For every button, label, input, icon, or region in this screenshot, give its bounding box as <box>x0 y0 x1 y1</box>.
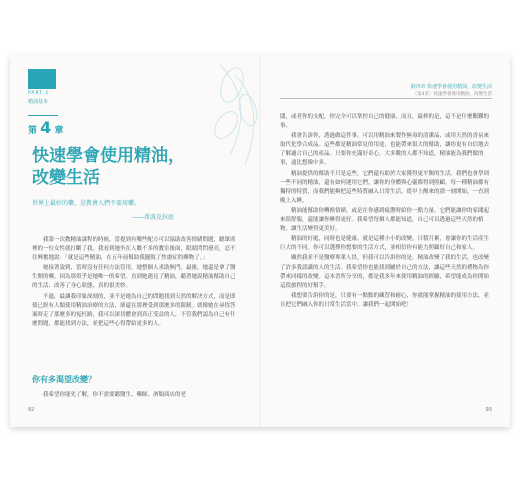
chapter-prefix: 第 <box>28 126 38 136</box>
page-number-right: 93 <box>485 407 492 413</box>
part-color-block <box>28 69 56 89</box>
right-body <box>280 113 492 311</box>
part-label: PART 1 <box>28 91 50 96</box>
body-paragraph: 她接著說到，當時沒有任何方法管用，她整個人求助無門。最後，她還是拿了醫生開的藥，因為那似乎是她唯一的希望。直到她遇見了精油，聽著她說精油幫助自己的生活、改善了身心狀態，真的很美妙。 <box>32 265 236 290</box>
body-paragraph: 我想要告訴你的是，只要有一點點的練習和耐心，你就能掌握精油的使用方法，並且把它們融入你的日常生活當中。讓我們一起開始吧！ <box>280 292 490 308</box>
body-paragraph: 精油提供的幫助不只是這些，它們還有助於大家獲得更平衡的生活。我們也會學到一些不同的精油，還有如何運用它們，讓你的身體與心靈都得到照顧。每一種精油都有獨特的特質，而我們能夠把這些特質融入日常生活，從早上醒來的那一刻開始，一直到晚上入睡。 <box>280 170 490 204</box>
body-paragraph: 我第一次教精油課程的時候，當提到有哪些配方可以協助改善情緒問題，聽眾席裡的一位女性就打斷了我。我看到她坐在人數不多的教室後面，眼睛閃閃發亮，忍不住興奮地說：「就是這些精油，在五年前幫助我擺脫了焦慮症的藥物了。」 <box>32 237 236 262</box>
body-paragraph: 精油能幫助你轉換情緒，或是在你感到疲憊時給你一點力量。它們能讓你的家聞起來很舒服，還能讓你睡得更好。我希望每個人都能知道，自己可以透過這些天然的植物，讓生活變得更美好。 <box>280 207 490 233</box>
running-head-sub: 〔第4章〕快速學會使用精油，改變生活 <box>412 92 492 97</box>
body-paragraph: 闆，或者你的支配，你完全可以掌控自己的健康，而且，最棒的是，這不是什麼艱難的事。 <box>280 114 490 130</box>
body-paragraph: 我會告訴你，透過做這件事，可以用精油來製作無毒的清潔品、或用天然的香氛來取代化學合成品。這些都是精油常見的用途，也能帶來很大的幫助，讓你更有自信地去了解適合自己的產品。只要你充滿好奇心，大多數的人都不知道，精油能為我們做的事，遠比想像中多。 <box>280 133 490 167</box>
chapter-title-line2: 改變生活 <box>32 168 100 188</box>
chapter-title-line1: 快速學會使用精油， <box>32 146 185 166</box>
body-paragraph: 雖然我並不是醫療專業人員，但我可以告訴你的是，精油改變了我的生活，也改變了許多我認識的人的生活。我希望你也能找到屬於自己的方法，讓這些天然的禮物為你帶來同樣的改變。這本書所分享的，都是我多年來使用精油的經驗，希望能成為你開始這段旅程的好幫手。 <box>280 255 490 289</box>
left-body-2 <box>32 391 237 401</box>
chapter-title <box>32 145 232 189</box>
epigraph: 世界上最好的藥，是教會人們不需用藥。 <box>32 200 141 207</box>
epigraph-attribution: ——希波克拉底 <box>132 214 175 221</box>
chapter-label <box>28 118 63 137</box>
page-number-left: 92 <box>28 407 35 413</box>
chapter-number: 4 <box>40 118 52 137</box>
book-spread <box>10 55 510 427</box>
chapter-rule <box>28 115 58 116</box>
section-heading: 你有多渴望改變？ <box>32 375 96 384</box>
running-head-rule <box>280 98 492 99</box>
part-subtitle: 精油基本 <box>28 99 49 105</box>
right-page <box>260 55 510 427</box>
body-paragraph: 不過，最讓我印象深刻的，並不是她為自己的問題找到天然的解決方式，而是即使已經有人類使用精油治療的方法，卻還在那裡受到那麼多的限制。就像她在尋找答案時走了那麼多的冤枉路，我可以深切體會到真正受益的人，不管我們認為自己有什麼問題，都能找到方法，並把這些心得帶給更多的人。 <box>32 293 236 327</box>
left-body <box>32 236 237 330</box>
body-paragraph: 精油的好處，同時也是健康。就是這種小小的改變，日積月累，會讓你的生活產生巨大的不同。你可以選擇你想要的生活方式，並相信你有能力照顧好自己和家人。 <box>280 236 490 252</box>
body-paragraph: 我希望你能先了解，你不需要聽醫生、藥師、酒類商店的老 <box>43 392 187 398</box>
running-head: 第四章 快速學會使用精油，改變生活 <box>410 84 492 90</box>
left-page <box>10 55 260 427</box>
chapter-suffix: 章 <box>54 126 64 136</box>
